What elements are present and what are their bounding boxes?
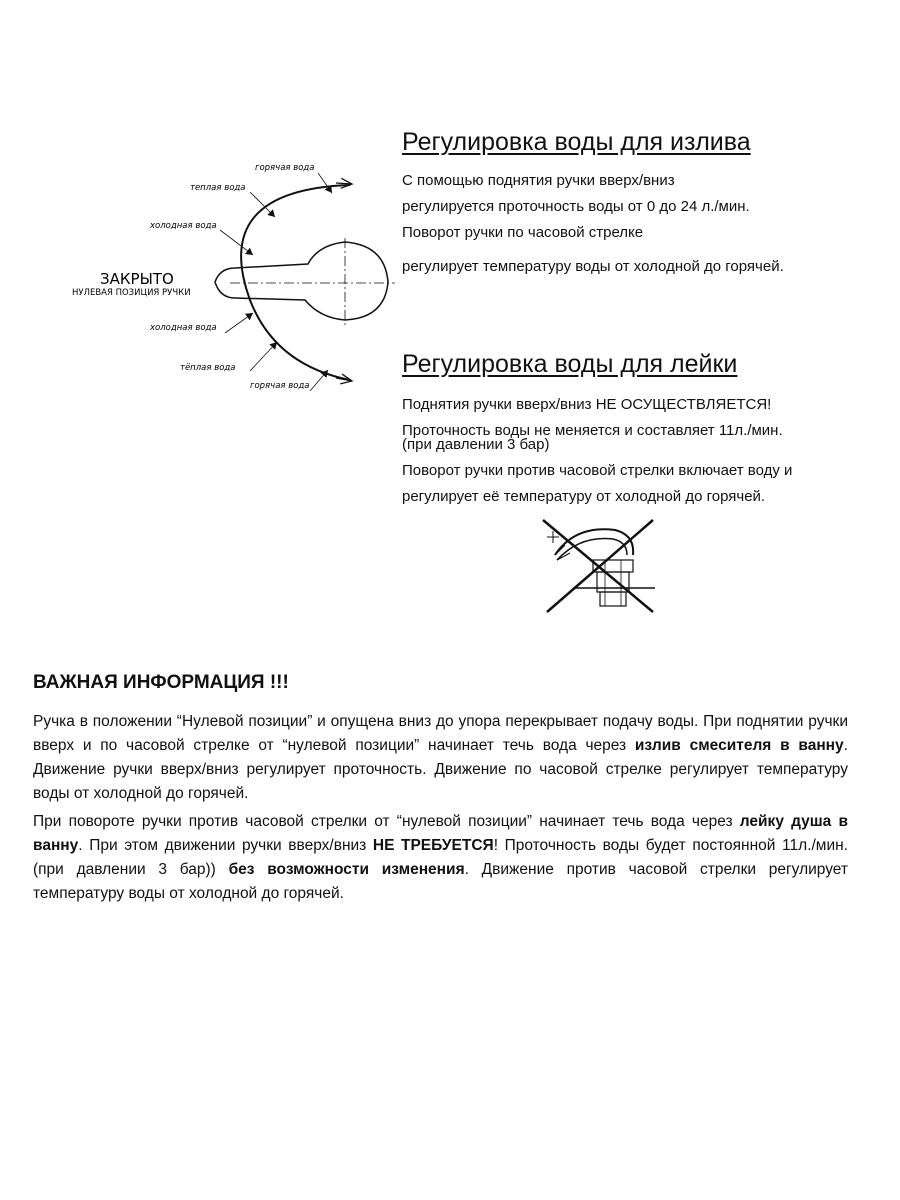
mixer-lever-tip xyxy=(555,545,570,560)
shower-section-title: Регулировка воды для лейки xyxy=(402,350,738,378)
shower-line-1: Поднятия ручки вверх/вниз НЕ ОСУЩЕСТВЛЯЕТСЯ! xyxy=(402,396,772,413)
important-paragraph-1 xyxy=(33,710,848,806)
para2-text-4: . Движение против часовой стрелки регулирует температуру воды от холодной до горячей. xyxy=(33,861,849,902)
para2-bold-1: лейку душа в ванну xyxy=(33,813,848,854)
para2-bold-2: НЕ ТРЕБУЕТСЯ xyxy=(372,837,494,854)
crossed-mixer-figure xyxy=(535,515,665,615)
leader-cold-bottom xyxy=(225,313,253,333)
closed-label: ЗАКРЫТО xyxy=(100,270,174,288)
spout-section-title: Регулировка воды для излива xyxy=(402,128,751,156)
para2-text-1: При повороте ручки против часовой стрелки от “нулевой позиции” начинает течь вода через xyxy=(33,813,740,830)
para2-bold-3: без возможности изменения xyxy=(228,861,465,878)
important-title: ВАЖНАЯ ИНФОРМАЦИЯ !!! xyxy=(33,672,289,693)
spout-line-3: Поворот ручки по часовой стрелке xyxy=(402,224,644,241)
shower-line-3: (при давлении 3 бар) xyxy=(402,436,550,453)
handle-rotation-diagram xyxy=(60,140,410,420)
leader-warm-bottom xyxy=(250,342,277,371)
label-hot-bottom: горячая вода xyxy=(250,381,310,391)
para2-text-3: ! Проточность воды будет постоянной 11л./мин. (при давлении 3 бар)) xyxy=(33,837,848,878)
leader-cold-top xyxy=(220,230,253,255)
important-paragraph-2 xyxy=(33,810,848,906)
shower-line-2: Проточность воды не меняется и составляет 11л./мин. xyxy=(402,422,783,439)
leader-warm-top xyxy=(250,192,275,217)
spout-line-1: С помощью поднятия ручки вверх/вниз xyxy=(402,172,675,189)
label-warm-top: теплая вода xyxy=(190,183,246,193)
para1-text-2: . Движение ручки вверх/вниз регулирует проточность. Движение по часовой стрелке регулирует температуру воды от холодной до горячей. xyxy=(33,737,848,802)
para1-bold-1: излив смесителя в ванну xyxy=(634,737,844,754)
label-cold-bottom: холодная вода xyxy=(150,323,217,333)
rotation-arc xyxy=(241,185,350,380)
shower-line-5: регулирует её температуру от холодной до горячей. xyxy=(402,488,766,505)
label-cold-top: холодная вода xyxy=(150,221,217,231)
arc-arrow-top xyxy=(336,183,352,184)
spout-line-2: регулируется проточность воды от 0 до 24 л./мин. xyxy=(402,198,750,215)
label-hot-top: горячая вода xyxy=(255,163,315,173)
handle-diagram-svg xyxy=(60,140,410,420)
label-warm-bottom: тёплая вода xyxy=(180,363,236,373)
leader-hot-bottom xyxy=(310,370,328,391)
zero-position-label: НУЛЕВАЯ ПОЗИЦИЯ РУЧКИ xyxy=(72,288,191,298)
crossed-mixer-svg xyxy=(535,515,665,615)
spout-line-4: регулирует температуру воды от холодной до горячей. xyxy=(402,258,784,275)
mixer-body-bottom xyxy=(600,592,626,606)
leader-hot-top xyxy=(318,173,332,193)
para2-text-2: . При этом движении ручки вверх/вниз xyxy=(78,837,373,854)
shower-line-4: Поворот ручки против часовой стрелки включает воду и xyxy=(402,462,793,479)
para1-text-1: Ручка в положении “Нулевой позиции” и опущена вниз до упора перекрывает подачу воды. При поднятии ручки вверх и по часовой стрелке от “нулевой позиции” начинает течь вода через xyxy=(33,713,848,754)
